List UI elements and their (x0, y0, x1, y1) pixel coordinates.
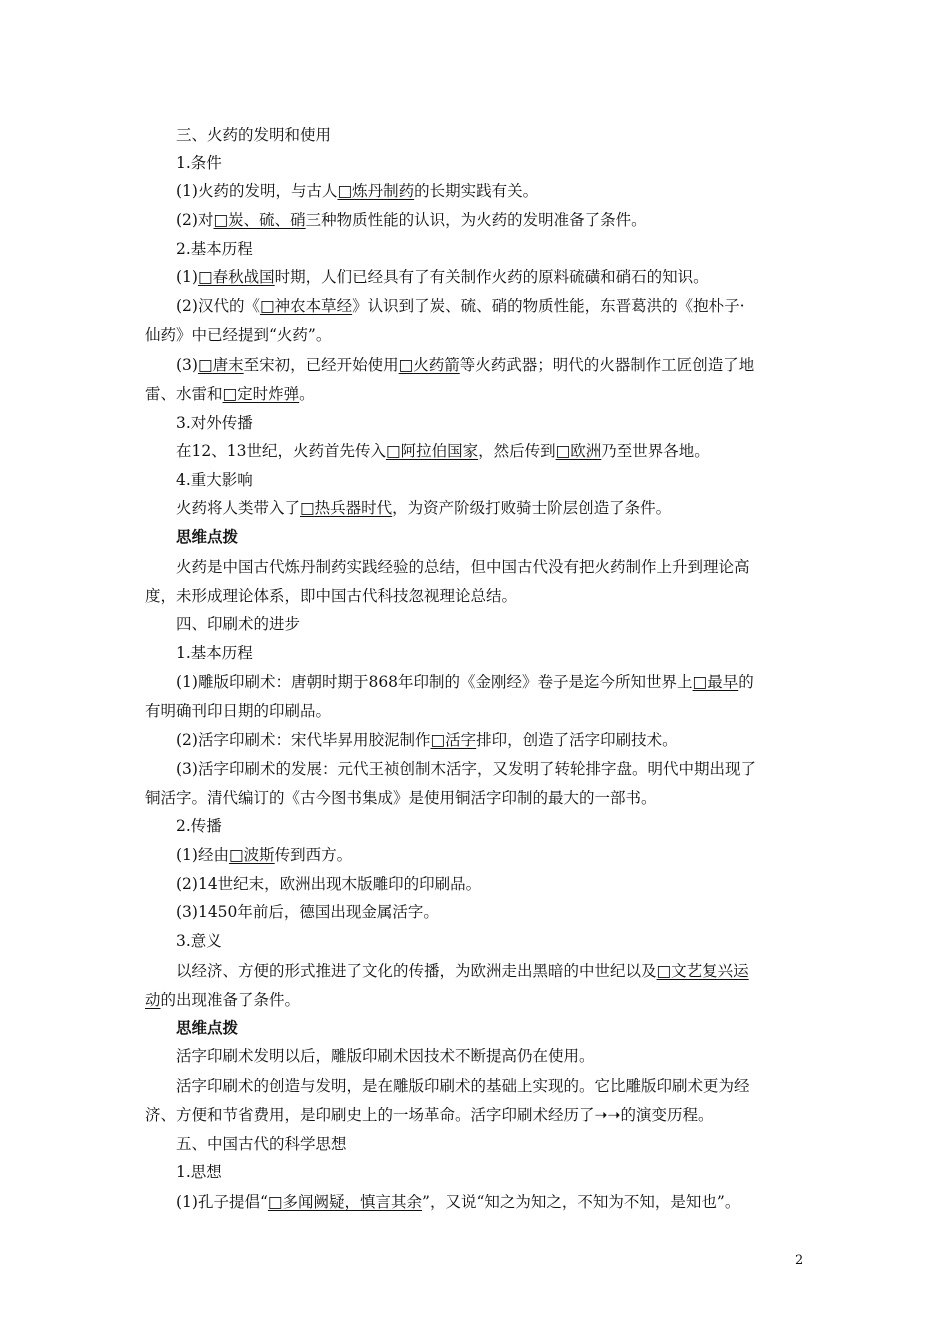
section-heading: 三、火药的发明和使用 (176, 126, 332, 144)
paragraph-line: 雷、水雷和□定时炸弹。 (145, 385, 315, 403)
paragraph-line: 仙药》中已经提到“火药”。 (145, 326, 332, 344)
answer-blank: □炼丹制药 (337, 182, 415, 200)
subheading: 1.条件 (176, 154, 222, 172)
paragraph-line: 济、方便和节省费用，是印刷史上的一场革命。活字印刷术经历了➝➝的演变历程。 (145, 1106, 714, 1124)
subheading: 1.基本历程 (176, 644, 253, 662)
section-heading: 四、印刷术的进步 (176, 615, 301, 633)
answer-blank: □热兵器时代 (300, 499, 393, 517)
paragraph-line: (3)1450年前后，德国出现金属活字。 (176, 903, 439, 921)
answer-blank: □多闻阙疑，慎言其余 (267, 1193, 423, 1211)
answer-blank: □唐末 (197, 356, 244, 374)
tip-heading: 思维点拨 (176, 1018, 239, 1037)
paragraph-line: 火药是中国古代炼丹制药实践经验的总结，但中国古代没有把火药制作上升到理论高 (176, 558, 750, 576)
answer-blank: □文艺复兴运 (656, 962, 749, 980)
section-heading: 五、中国古代的科学思想 (176, 1135, 347, 1153)
paragraph-line: (3)□唐末至宋初，已经开始使用□火药箭等火药武器；明代的火器制作工匠创造了地 (176, 356, 755, 374)
paragraph-line: 动的出现准备了条件。 (145, 991, 301, 1009)
answer-blank: □火药箭 (398, 356, 460, 374)
paragraph-line: 活字印刷术的创造与发明，是在雕版印刷术的基础上实现的。它比雕版印刷术更为经 (176, 1077, 750, 1095)
answer-blank: □定时炸弹 (222, 385, 300, 403)
paragraph-line: (3)活字印刷术的发展：元代王祯创制木活字，又发明了转轮排字盘。明代中期出现了 (176, 760, 756, 778)
paragraph-line: (1)孔子提倡“□多闻阙疑，慎言其余”，又说“知之为知之，不知为不知，是知也”。 (176, 1193, 741, 1211)
subheading: 4.重大影响 (176, 471, 253, 489)
paragraph-line: (1)经由□波斯传到西方。 (176, 846, 353, 864)
paragraph-line: (1)火药的发明，与古人□炼丹制药的长期实践有关。 (176, 182, 539, 200)
paragraph-line: 以经济、方便的形式推进了文化的传播，为欧洲走出黑暗的中世纪以及□文艺复兴运 (176, 962, 749, 980)
paragraph-line: (2)汉代的《□神农本草经》认识到了炭、硫、硝的物质性能，东晋葛洪的《抱朴子· (176, 297, 745, 315)
tip-heading: 思维点拨 (176, 527, 239, 546)
answer-blank: □最早 (692, 673, 739, 691)
paragraph-line: 有明确刊印日期的印刷品。 (145, 702, 332, 720)
paragraph-line: 在12、13世纪，火药首先传入□阿拉伯国家，然后传到□欧洲乃至世界各地。 (176, 442, 710, 460)
answer-blank: 动 (145, 991, 161, 1009)
paragraph-line: (1)□春秋战国时期，人们已经具有了有关制作火药的原料硫磺和硝石的知识。 (176, 268, 709, 286)
paragraph-line: 铜活字。清代编订的《古今图书集成》是使用铜活字印制的最大的一部书。 (145, 789, 657, 807)
paragraph-line: (2)活字印刷术：宋代毕昇用胶泥制作□活字排印，创造了活字印刷技术。 (176, 731, 678, 749)
subheading: 1.思想 (176, 1163, 222, 1181)
paragraph-line: 火药将人类带入了□热兵器时代，为资产阶级打败骑士阶层创造了条件。 (176, 499, 672, 517)
paragraph-line: (2)对□炭、硫、硝三种物质性能的认识，为火药的发明准备了条件。 (176, 211, 647, 229)
answer-blank: □欧洲 (555, 442, 602, 460)
paragraph-line: (1)雕版印刷术：唐朝时期于868年印制的《金刚经》卷子是迄今所知世界上□最早的 (176, 673, 754, 691)
answer-blank: □春秋战国 (197, 268, 275, 286)
page-number: 2 (795, 1253, 804, 1268)
answer-blank: □阿拉伯国家 (385, 442, 479, 460)
paragraph-line: (2)14世纪末，欧洲出现木版雕印的印刷品。 (176, 875, 482, 893)
subheading: 3.对外传播 (176, 414, 253, 432)
subheading: 3.意义 (176, 932, 222, 950)
answer-blank: □波斯 (228, 846, 275, 864)
answer-blank: □神农本草经 (259, 297, 353, 315)
answer-blank: □活字 (430, 731, 477, 749)
paragraph-line: 度，未形成理论体系，即中国古代科技忽视理论总结。 (145, 587, 518, 605)
paragraph-line: 活字印刷术发明以后，雕版印刷术因技术不断提高仍在使用。 (176, 1047, 595, 1065)
subheading: 2.基本历程 (176, 240, 253, 258)
answer-blank: □炭、硫、硝 (213, 211, 306, 229)
subheading: 2.传播 (176, 817, 222, 835)
